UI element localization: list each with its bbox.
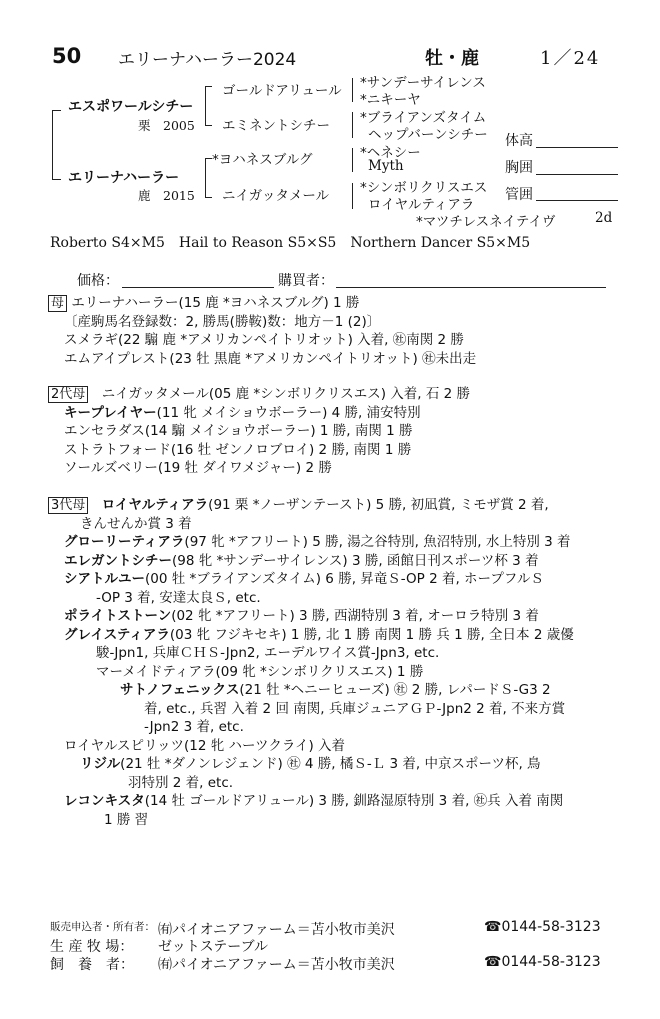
seller: ㈲パイオニアファーム＝苫小牧市美沢 <box>158 922 395 938</box>
cannon-label: 管囲 <box>505 187 533 203</box>
horse-record: (98 牝 *サンデーサイレンス) 3 勝, 函館日刊スポーツ杯 3 着 <box>172 552 539 569</box>
horse-name-bold: キープレイヤー <box>64 404 157 421</box>
pedigree-bracket <box>205 158 212 198</box>
horse-record: -OP 3 着, 安達太良Ｓ, etc. <box>96 589 261 606</box>
horse-name-bold: サトノフェニックス <box>120 682 240 698</box>
breeder: ゼットステーブル <box>158 939 269 955</box>
horse-record: -Jpn2 3 着, etc. <box>144 719 244 735</box>
seller-label: 販売申込者・所有者： <box>50 921 155 933</box>
dam-line: エリーナハーラー(15 鹿 *ヨハネスブルグ) 1 勝 <box>71 295 360 311</box>
sex-color: 牡・鹿 <box>425 48 479 69</box>
ddd: ロイヤルティアラ <box>368 197 475 213</box>
dam-dam: ニイガッタメール <box>222 188 330 204</box>
family-line <box>48 515 574 534</box>
family-line <box>48 774 574 793</box>
pedigree-line <box>352 78 353 102</box>
height-blank <box>536 147 618 148</box>
horse-record: 羽特別 2 着, etc. <box>128 774 234 791</box>
sire-name: エスポワールシチー <box>68 99 194 115</box>
buyer-blank[interactable] <box>336 287 606 288</box>
family-line <box>48 552 574 571</box>
horse-name: エリーナハーラー2024 <box>118 50 297 70</box>
ssd: *ニキーヤ <box>360 92 421 108</box>
family-line <box>48 607 574 626</box>
horse-record: ソールズベリー(19 牡 ダイワメジャー) 2 勝 <box>64 460 332 476</box>
sire-sire: ゴールドアリュール <box>222 83 342 99</box>
lot-number: 50 <box>52 44 82 68</box>
horse-name-bold: シアトルユー <box>64 571 145 587</box>
dam-name: エリーナハーラー <box>68 170 180 186</box>
pedigree-bracket <box>205 86 212 126</box>
horse-record: (00 牡 *ブライアンズタイム) 6 勝, 昇竜Ｓ-OP 2 着, ホープフルＳ <box>145 571 544 587</box>
family-line <box>48 663 574 682</box>
sire-dam: エミネントシチー <box>222 118 330 134</box>
extra-ancestor: *マツチレスネイテイヴ <box>416 214 556 230</box>
family-line <box>48 700 574 719</box>
horse-record: (14 牡 ゴールドアリュール) 3 勝, 釧路湿原特別 3 着, ㊓兵 入着 南関 <box>144 793 564 809</box>
family-line <box>48 811 574 830</box>
inbreeding: Roberto S4×M5 Hail to Reason S5×S5 Northern Dancer S5×M5 <box>50 235 531 251</box>
buyer-label: 購買者： <box>278 273 334 289</box>
dam-info: 鹿 2015 <box>138 188 195 203</box>
horse-record: 1 勝 習 <box>104 811 149 828</box>
third-dam-tag: 3代母 <box>48 497 88 514</box>
sds: *ブライアンズタイム <box>360 110 487 126</box>
owner-label: 飼 養 者： <box>50 957 134 973</box>
horse-name-bold: レコンキスタ <box>64 793 145 809</box>
family-line <box>48 737 574 756</box>
dam-tag: 母 <box>48 295 67 312</box>
horse-record: (02 牝 *アフリート) 3 勝, 西湖特別 3 着, オーロラ特別 3 着 <box>171 608 539 624</box>
family-line <box>48 589 574 608</box>
horse-record: エンセラダス(14 騸 メイショウボーラー) 1 勝, 南関 1 勝 <box>64 423 413 439</box>
horse-record: (11 牝 メイショウボーラー) 4 勝, 浦安特別 <box>156 404 421 421</box>
cannon-blank <box>536 200 618 201</box>
chest-blank <box>536 174 618 175</box>
owner-tel: ☎0144-58-3123 <box>484 954 601 970</box>
price-blank[interactable] <box>122 287 274 288</box>
family-line <box>48 496 574 515</box>
family-line <box>48 570 574 589</box>
pedigree-line <box>352 112 353 138</box>
horse-record: きんせんか賞 3 着 <box>80 515 192 532</box>
chest-label: 胸囲 <box>505 160 533 176</box>
sss: *サンデーサイレンス <box>360 75 486 91</box>
owner: ㈲パイオニアファーム＝苫小牧市美沢 <box>158 957 395 973</box>
family-line <box>48 755 574 774</box>
horse-record: (97 牝 *アフリート) 5 勝, 湯之谷特別, 魚沼特別, 水上特別 3 着 <box>184 534 571 550</box>
horse-record: (21 牡 *ヘニーヒューズ) ㊓ 2 勝, レパードＳ-G3 2 <box>239 682 551 698</box>
horse-record: (03 牝 フジキセキ) 1 勝, 北 1 勝 南関 1 勝 兵 1 勝, 全日本 2 歳優 <box>169 626 574 643</box>
horse-record: 駿-Jpn1, 兵庫ＣＨＳ-Jpn2, エーデルワイス賞-Jpn3, etc. <box>96 645 440 661</box>
pedigree-line <box>352 148 353 172</box>
third-dam-section <box>48 496 574 829</box>
dam-section <box>48 294 476 368</box>
second-dam-head: ニイガッタメール(05 鹿 *シンボリクリスエス) 入着, 石 2 勝 <box>101 386 471 402</box>
family-line <box>48 404 470 423</box>
price-label: 価格： <box>77 273 119 289</box>
horse-name-bold: リジル <box>80 756 121 772</box>
horse-record: (91 栗 *ノーザンテースト) 5 勝, 初凪賞, ミモザ賞 2 着, <box>208 497 549 513</box>
family-line <box>48 718 574 737</box>
horse-name-bold: ロイヤルティアラ <box>101 497 209 513</box>
horse-name-bold: ポライトストーン <box>64 608 172 624</box>
family-line <box>48 681 574 700</box>
horse-record: 着, etc., 兵習 入着 2 回 南関, 兵庫ジュニアＧＰ-Jpn2 2 着, 不来方賞 <box>144 700 566 717</box>
horse-record: ロイヤルスピリッツ(12 牝 ハーツクライ) 入着 <box>64 737 346 754</box>
family-line <box>48 792 574 811</box>
horse-record: ストラトフォード(16 牡 ゼンノロブロイ) 2 勝, 南関 1 勝 <box>64 441 412 458</box>
horse-name-bold: グレイスティアラ <box>64 626 170 643</box>
second-dam-tag: 2代母 <box>48 386 88 403</box>
breeder-label: 生 産 牧 場： <box>50 939 134 955</box>
sdd: ヘップバーンシチー <box>368 127 488 143</box>
horse-name-bold: グローリーティアラ <box>64 534 185 550</box>
sire-info: 栗 2005 <box>138 118 195 133</box>
second-dam-section <box>48 385 470 478</box>
page-number: 1／24 <box>540 48 601 69</box>
dsd: Myth <box>368 158 404 174</box>
dds: *シンボリクリスエス <box>360 180 488 196</box>
family-line <box>48 422 470 441</box>
extra-code: 2d <box>595 210 613 226</box>
height-label: 体高 <box>505 133 533 149</box>
family-line <box>48 644 574 663</box>
family-line <box>48 441 470 460</box>
dam-line: スメラギ(22 騸 鹿 *アメリカンペイトリオット) 入着, ㊓南関 2 勝 <box>64 332 464 348</box>
horse-record: (21 牡 *ダノンレジェンド) ㊓ 4 勝, 橘Ｓ-Ｌ 3 着, 中京スポーツ杯, 鳥 <box>120 756 541 772</box>
seller-tel: ☎0144-58-3123 <box>484 919 601 935</box>
pedigree-bracket <box>52 110 61 180</box>
horse-name-bold: エレガントシチー <box>64 552 172 569</box>
family-line <box>48 626 574 645</box>
horse-record: マーメイドティアラ(09 牝 *シンボリクリスエス) 1 勝 <box>96 663 424 680</box>
family-line <box>48 533 574 552</box>
family-line <box>48 459 470 478</box>
dam-line: 〔産駒馬名登録数：2, 勝馬(勝鞍)数：地方－1 (2)〕 <box>64 313 381 330</box>
dam-sire: *ヨハネスブルグ <box>212 152 313 168</box>
pedigree-line <box>352 183 353 209</box>
dam-line: エムアイプレスト(23 牡 黒鹿 *アメリカンペイトリオット) ㊓未出走 <box>64 350 477 367</box>
dss: *ヘネシー <box>360 145 421 161</box>
